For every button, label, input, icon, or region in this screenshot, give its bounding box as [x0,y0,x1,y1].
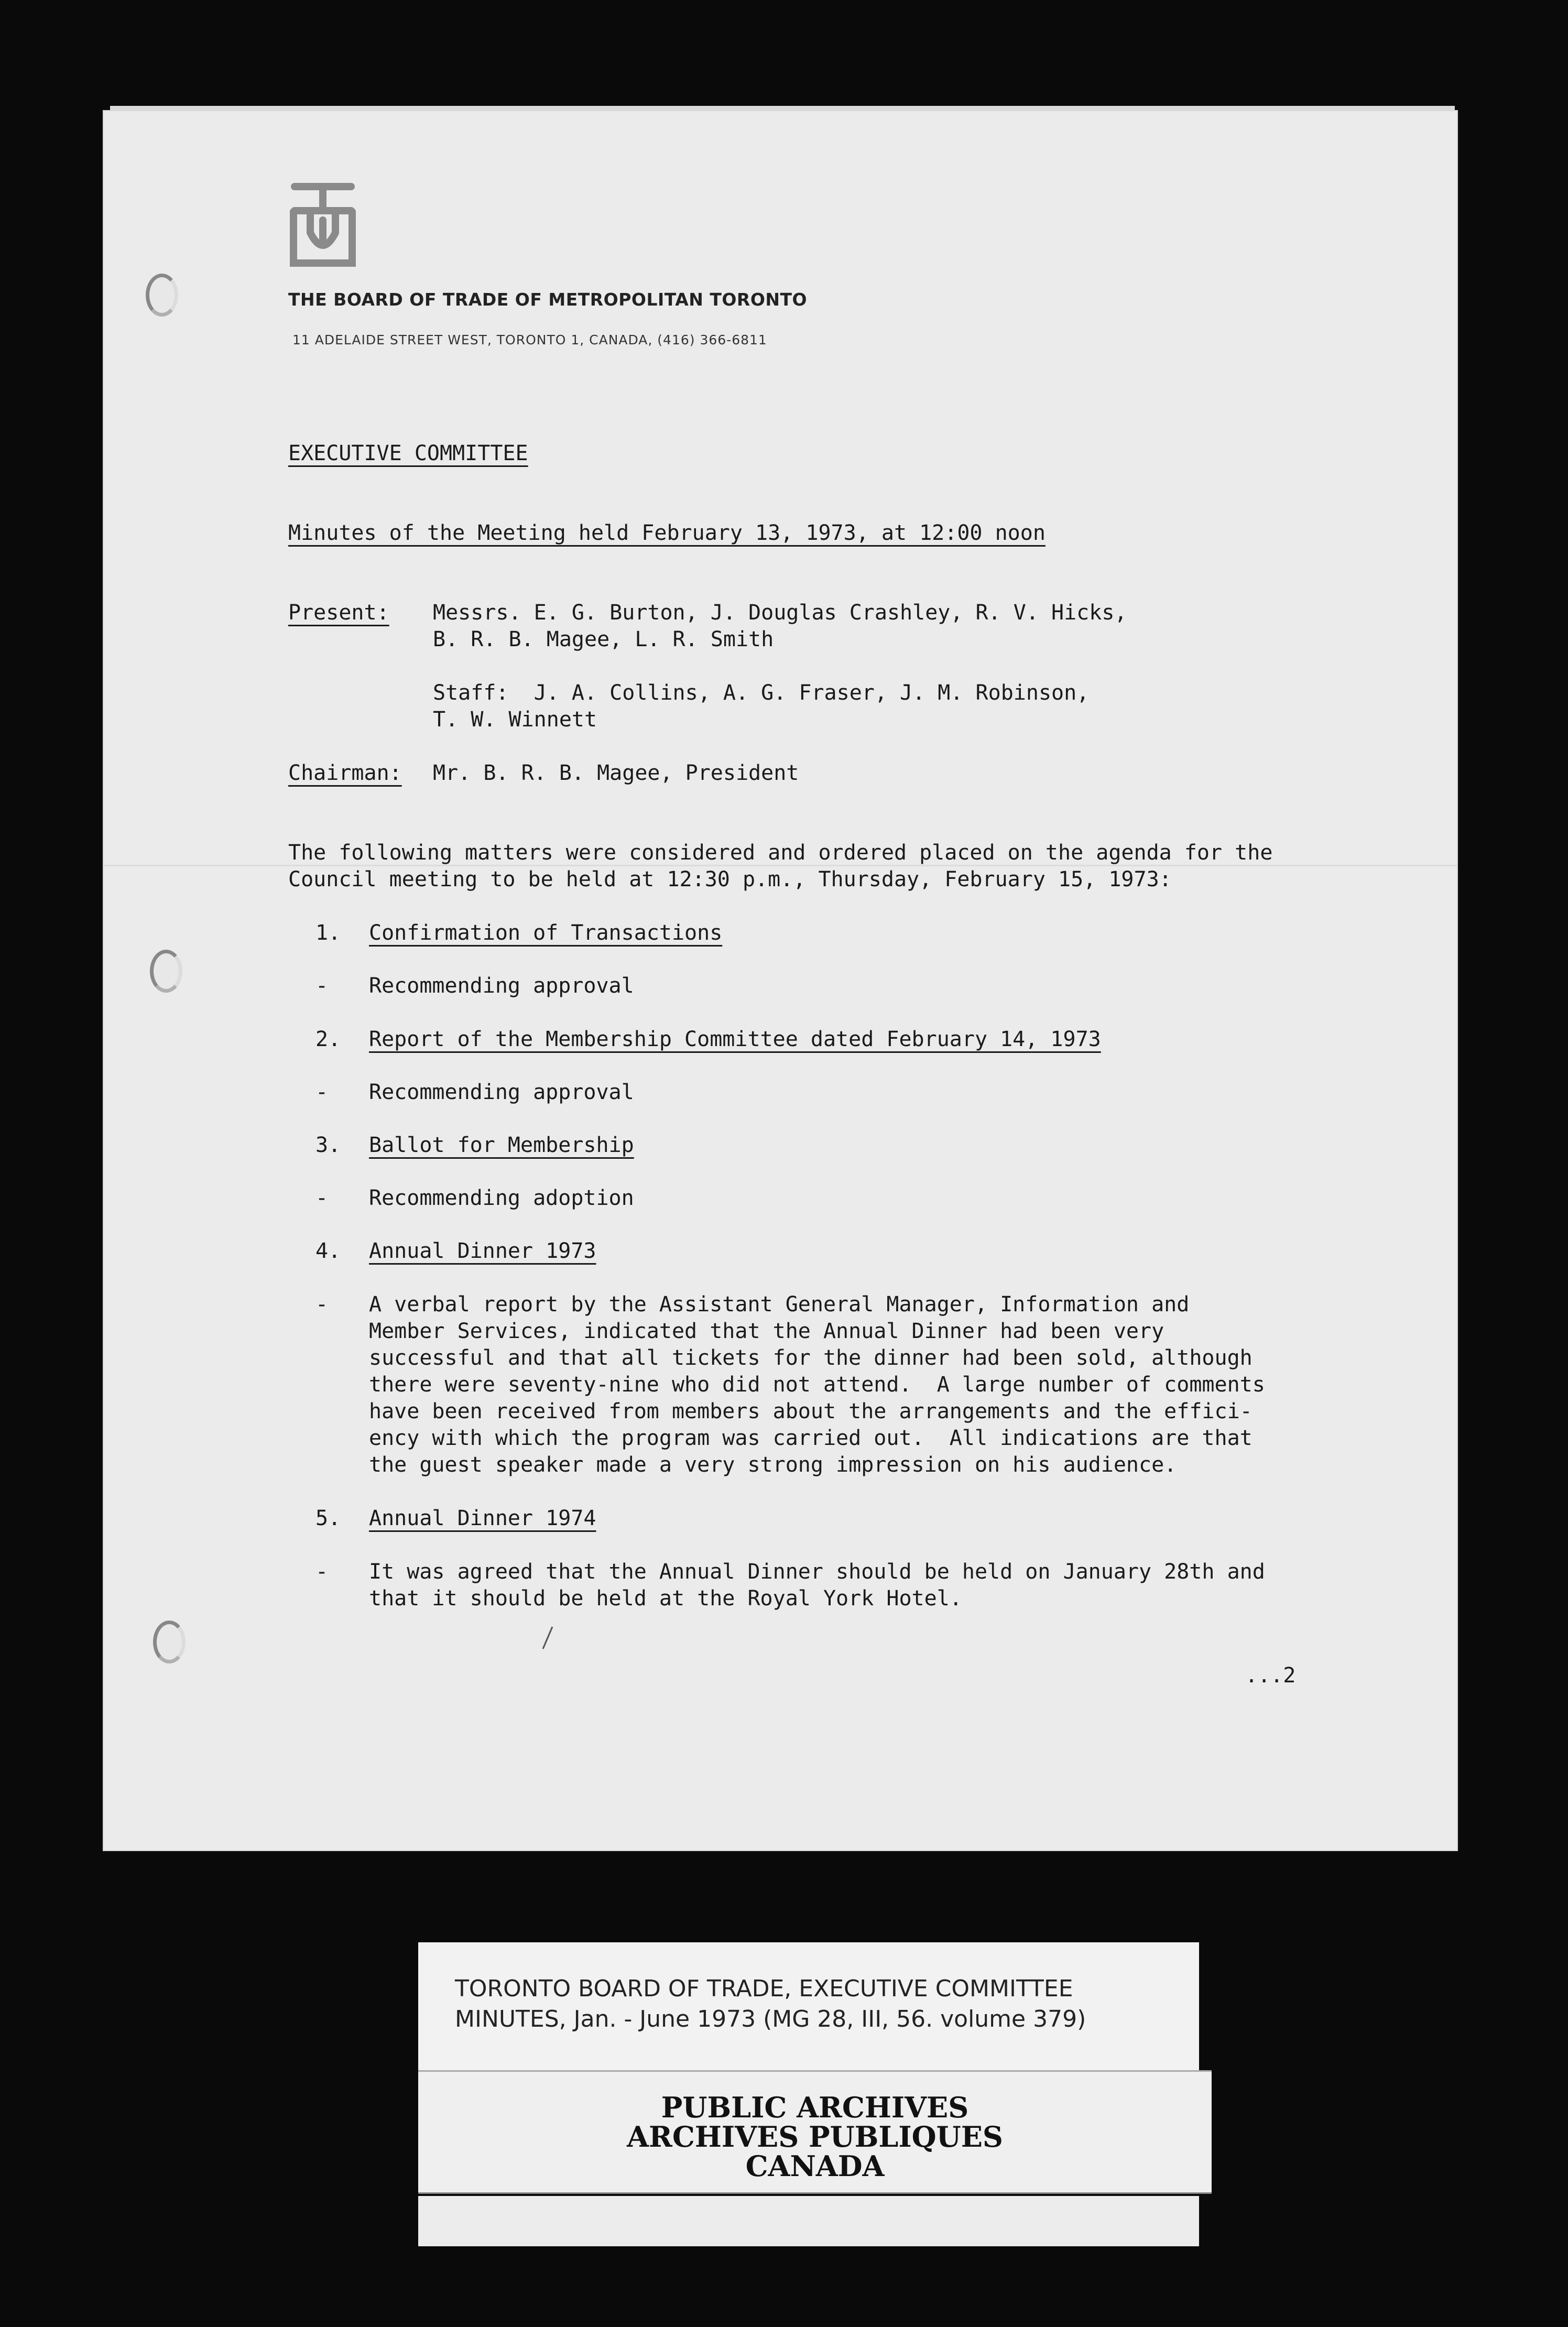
punch-hole [153,1621,186,1663]
archive-label-base [418,2196,1199,2246]
item-text-line: have been received from members about the arrangements and the effici- [369,1399,1253,1423]
item-text-line: A verbal report by the Assistant General Manager, Information and [369,1292,1190,1317]
item-bullet: - [315,1080,329,1104]
item-number: 4. [315,1239,341,1263]
item-bullet: - [315,1292,329,1317]
item-title: Annual Dinner 1974 [369,1506,596,1530]
item-bullet: - [315,1186,329,1210]
archive-label-line: MINUTES, Jan. - June 1973 (MG 28, III, 56. volume 379) [455,2006,1086,2032]
punch-hole [150,950,182,993]
item-text-line: successful and that all tickets for the dinner had been sold, although [369,1346,1253,1370]
intro-line: Council meeting to be held at 12:30 p.m., Thursday, February 15, 1973: [288,867,1172,891]
item-title: Annual Dinner 1973 [369,1239,596,1263]
page-continuation: ...2 [1245,1663,1296,1688]
item-number: 2. [315,1027,341,1051]
intro-line: The following matters were considered and ordered placed on the agenda for the [288,841,1273,865]
item-number: 3. [315,1133,341,1157]
pen-mark [540,1625,556,1651]
present-label: Present: [288,601,389,625]
present-line: B. R. B. Magee, L. R. Smith [433,627,774,651]
item-text-line: Recommending adoption [369,1186,634,1210]
item-bullet: - [315,974,329,998]
item-text-line: Recommending approval [369,974,634,998]
item-text-line: ency with which the program was carried out. All indications are that [369,1426,1253,1450]
item-text-line: Member Services, indicated that the Annual Dinner had been very [369,1319,1164,1343]
item-number: 5. [315,1506,341,1530]
staff-line: Staff: J. A. Collins, A. G. Fraser, J. M. Robinson, [433,681,1090,705]
organization-address: 11 ADELAIDE STREET WEST, TORONTO 1, CANADA, (416) 366-6811 [292,332,767,347]
chairman-label: Chairman: [288,761,402,785]
item-title: Report of the Membership Committee dated February 14, 1973 [369,1027,1101,1051]
meeting-subheading: Minutes of the Meeting held February 13, 1973, at 12:00 noon [288,521,1046,545]
stamp-line: CANADA [745,2149,885,2183]
item-text-line: Recommending approval [369,1080,634,1104]
document-page [104,111,1457,1850]
organization-name: THE BOARD OF TRADE OF METROPOLITAN TORONTO [288,289,808,310]
item-text-line: the guest speaker made a very strong impression on his audience. [369,1453,1177,1477]
item-text-line: there were seventy-nine who did not attend. A large number of comments [369,1373,1265,1397]
chairman-value: Mr. B. R. B. Magee, President [433,761,799,785]
archive-stamp-label [418,2070,1212,2192]
stamp-line: PUBLIC ARCHIVES [661,2091,969,2124]
stamp-line: ARCHIVES PUBLIQUES [627,2120,1003,2154]
item-text-line: It was agreed that the Annual Dinner should be held on January 28th and [369,1560,1265,1584]
staff-line: T. W. Winnett [433,708,597,732]
item-title: Confirmation of Transactions [369,921,723,945]
item-text-line: that it should be held at the Royal York Hotel. [369,1586,962,1611]
document-heading: EXECUTIVE COMMITTEE [288,441,528,465]
punch-hole [146,274,178,317]
item-title: Ballot for Membership [369,1133,634,1157]
item-bullet: - [315,1560,329,1584]
present-line: Messrs. E. G. Burton, J. Douglas Crashley, R. V. Hicks, [433,601,1127,625]
board-of-trade-logo-icon [286,180,360,269]
archive-label-line: TORONTO BOARD OF TRADE, EXECUTIVE COMMITTEE [455,1975,1073,2002]
item-number: 1. [315,921,341,945]
